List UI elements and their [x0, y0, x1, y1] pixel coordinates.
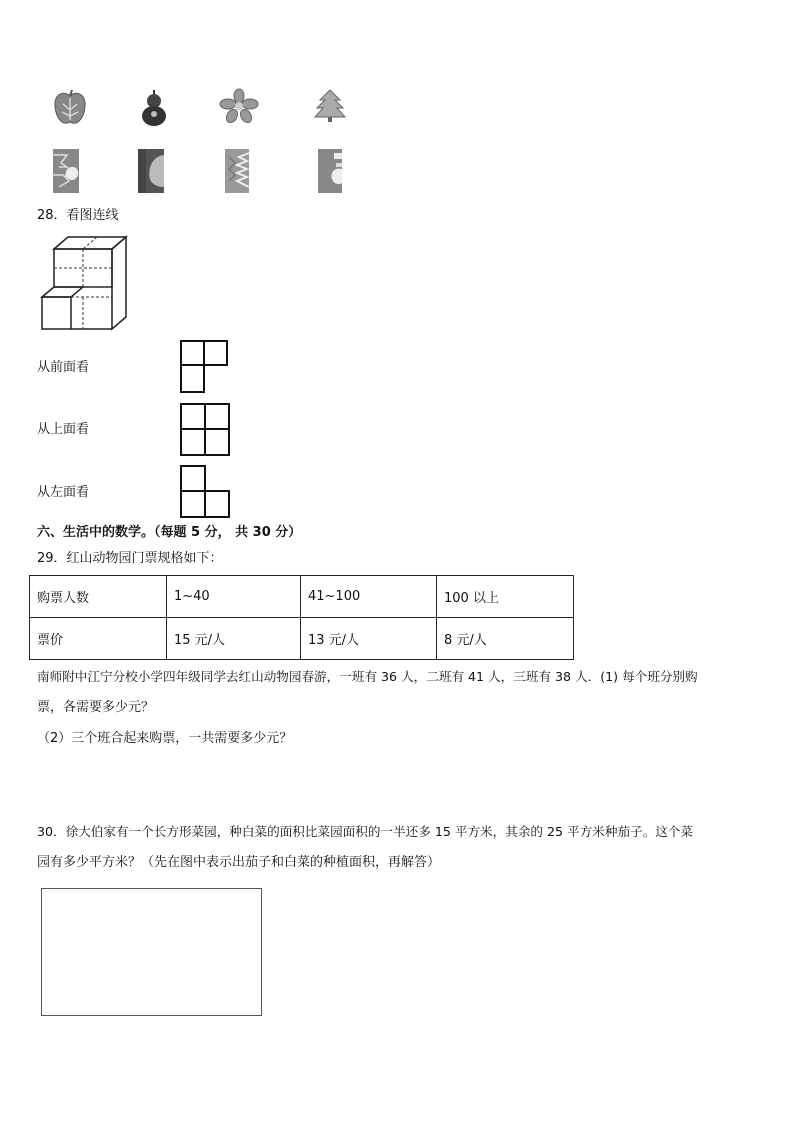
folded-paper-4-icon: [318, 149, 348, 193]
stacked-cubes-figure: [38, 235, 130, 333]
section-6-heading: 六、生活中的数学。（每题 5 分， 共 30 分）: [37, 525, 302, 540]
view-left-label: 从左面看: [37, 485, 90, 500]
question-28-title: 28．看图连线: [37, 208, 119, 223]
question-29-title: 29．红山动物园门票规格如下：: [37, 551, 223, 566]
table-cell: 41~100: [301, 576, 437, 618]
garden-drawing-box[interactable]: [41, 888, 262, 1016]
question-29-subquestion-2: （2）三个班合起来购票，一共需要多少元？: [37, 731, 293, 746]
folded-paper-2-icon: [138, 149, 168, 193]
table-cell: 购票人数: [30, 576, 167, 618]
gourd-cutout-icon: [136, 88, 172, 128]
view-front-grid[interactable]: [180, 340, 230, 394]
folded-paper-1-icon: [53, 149, 83, 193]
table-cell: 1~40: [167, 576, 301, 618]
table-row: [30, 618, 574, 660]
table-row: [30, 576, 574, 618]
table-cell: 13 元/人: [301, 618, 437, 660]
table-cell: 票价: [30, 618, 167, 660]
view-top-label: 从上面看: [37, 422, 90, 437]
apple-cutout-icon: [50, 88, 90, 128]
question-29-text-line2: 票，各需要多少元？: [37, 700, 155, 715]
folded-paper-3-icon: [225, 149, 255, 193]
view-front-label: 从前面看: [37, 360, 90, 375]
ticket-price-table: [29, 575, 574, 660]
question-29-text-line1: 南师附中江宁分校小学四年级同学去红山动物园春游，一班有 36 人，二班有 41 人，三班有 38 人．(1) 每个班分别购: [37, 669, 698, 684]
table-cell: 15 元/人: [167, 618, 301, 660]
flower-cutout-icon: [219, 88, 259, 124]
tree-cutout-icon: [312, 88, 348, 124]
table-cell: 100 以上: [437, 576, 574, 618]
view-top-grid[interactable]: [180, 403, 232, 457]
table-cell: 8 元/人: [437, 618, 574, 660]
view-left-grid[interactable]: [180, 465, 232, 519]
question-30-text-line1: 30．徐大伯家有一个长方形菜园，种白菜的面积比菜园面积的一半还多 15 平方米，其余的 25 平方米种茄子。这个菜: [37, 824, 693, 839]
question-30-text-line2: 园有多少平方米？（先在图中表示出茄子和白菜的种植面积，再解答）: [37, 855, 441, 870]
